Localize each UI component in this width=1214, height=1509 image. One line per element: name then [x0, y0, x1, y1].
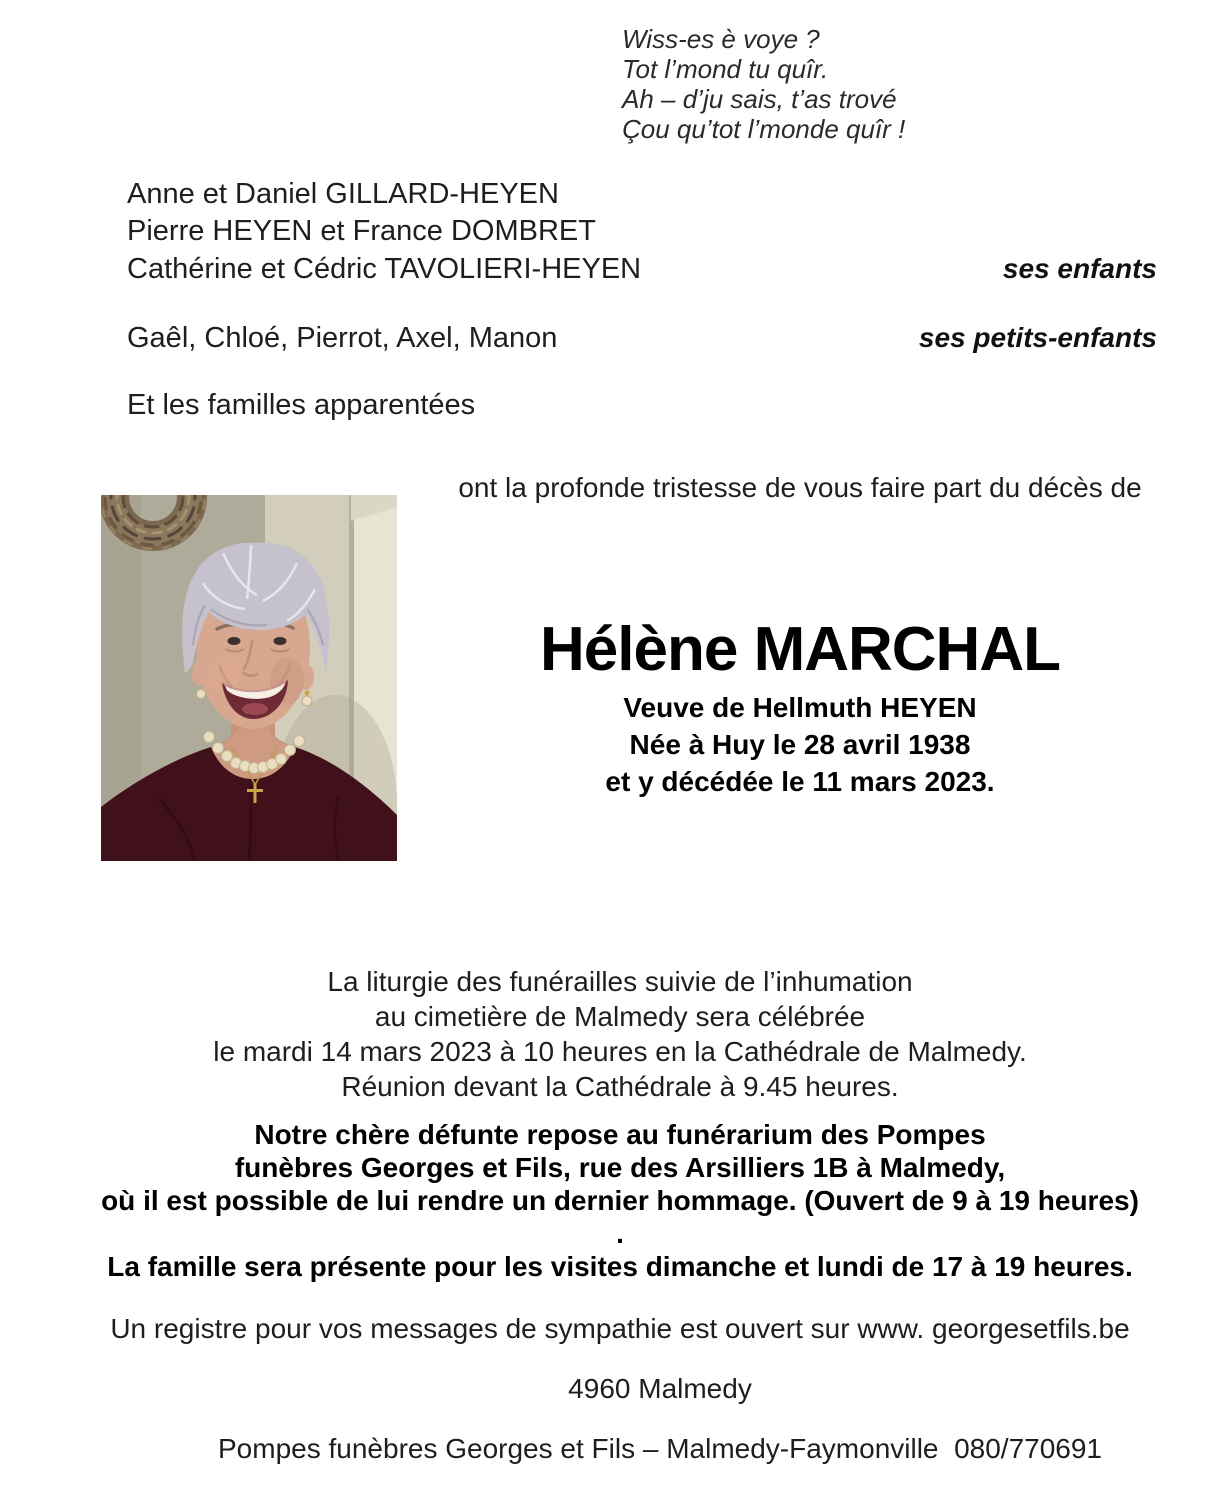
city-line: 4960 Malmedy	[568, 1373, 752, 1404]
deceased-name: Hélène MARCHAL	[540, 615, 1060, 684]
grandchildren-row	[127, 319, 1157, 357]
widow-line: Veuve de Hellmuth HEYEN	[623, 692, 977, 723]
funerarium-dot: .	[616, 1218, 624, 1249]
poem-line: Çou qu’tot l’monde quîr !	[622, 114, 906, 144]
ceremony-line: au cimetière de Malmedy sera célébrée	[374, 1001, 866, 1032]
grandchildren-names: Gaêl, Chloé, Pierrot, Axel, Manon	[127, 322, 558, 354]
funerarium-line: où il est possible de lui rendre un dernier hommage. (Ouvert de 9 à 19 heures)	[101, 1185, 1139, 1216]
related-families-line: Et les familles apparentées	[127, 389, 476, 421]
poem-line: Wiss-es è voye ?	[622, 24, 820, 54]
funerarium-line: Notre chère défunte repose au funérarium des Pompes	[254, 1119, 986, 1150]
ceremony-line: Réunion devant la Cathédrale à 9.45 heures.	[341, 1071, 899, 1102]
earring-left	[197, 690, 206, 699]
deceased-block	[405, 615, 1195, 800]
register-line: Un registre pour vos messages de sympathie est ouvert sur www. georgesetfils.be	[110, 1313, 1130, 1344]
family-section	[127, 176, 1157, 424]
poem-line: Tot l’mond tu quîr.	[622, 54, 829, 84]
funerarium-line: funèbres Georges et Fils, rue des Arsilliers 1B à Malmedy,	[234, 1152, 1006, 1183]
child-name-line: Pierre HEYEN et France DOMBRET	[127, 215, 596, 247]
footer-line: Pompes funèbres Georges et Fils – Malmedy-Faymonville 080/770691	[218, 1433, 1102, 1464]
child-name-line: Anne et Daniel GILLARD-HEYEN	[127, 178, 559, 210]
portrait-photo	[101, 495, 397, 861]
children-row	[127, 250, 1157, 288]
visits-line: La famille sera présente pour les visites dimanche et lundi de 17 à 19 heures.	[107, 1251, 1133, 1282]
children-label: ses enfants	[1002, 253, 1157, 284]
ceremony-line: La liturgie des funérailles suivie de l’inhumation	[327, 966, 913, 997]
ceremony-line: le mardi 14 mars 2023 à 10 heures en la Cathédrale de Malmedy.	[213, 1036, 1027, 1067]
earring-right	[302, 696, 312, 706]
death-line: et y décédée le 11 mars 2023.	[605, 766, 995, 797]
poem-line: Ah – d’ju sais, t’as trové	[622, 84, 897, 114]
child-name-line: Cathérine et Cédric TAVOLIERI-HEYEN	[127, 253, 642, 285]
poem-block	[622, 24, 905, 144]
funerarium-block	[26, 1118, 1214, 1283]
grandchildren-label: ses petits-enfants	[918, 322, 1157, 353]
ceremony-block	[26, 964, 1214, 1104]
announcement-intro: ont la profonde tristesse de vous faire part du décès de	[458, 472, 1142, 503]
birth-line: Née à Huy le 28 avril 1938	[629, 729, 971, 760]
